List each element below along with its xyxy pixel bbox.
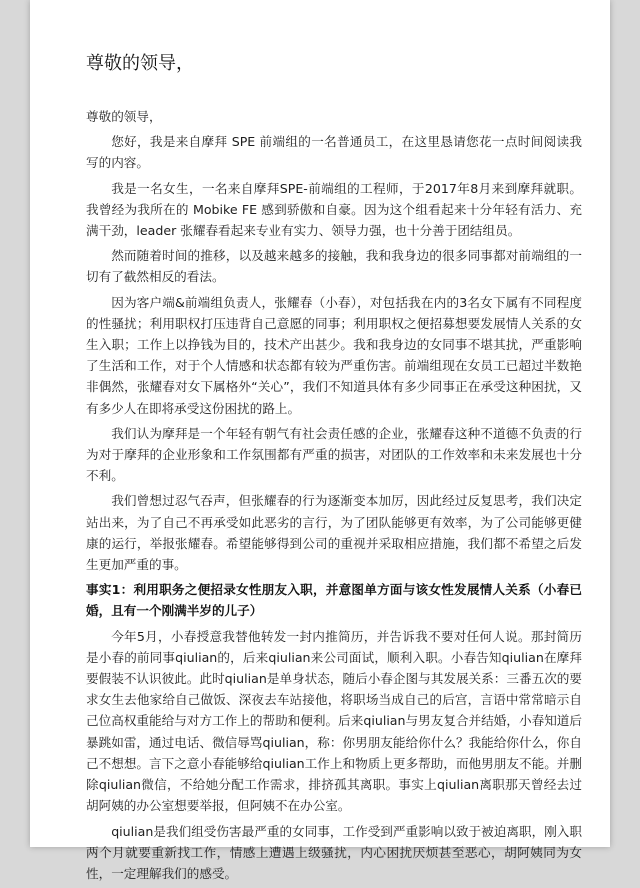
document-body	[86, 106, 582, 888]
paragraph: 然而随着时间的推移，以及越来越多的接触，我和我身边的很多同事都对前端组的一切有了截然相反的看法。	[86, 248, 582, 285]
paragraph: qiulian是我们组受伤害最严重的女同事，工作受到严重影响以致于被迫离职，刚入职两个月就要重新找工作，情感上遭遇上级骚扰，内心困扰厌烦甚至恶心，胡阿姨同为女性，一定理解我们的感受。	[86, 823, 582, 881]
paragraph: 我是一名女生，一名来自摩拜SPE-前端组的工程师，于2017年8月来到摩拜就职。我曾经为我所在的 Mobike FE 感到骄傲和自豪。因为这个组看起来十分年轻有活力、充满干劲，leader 张耀春看起来专业有实力、领导力强，也十分善于团结组员。	[86, 180, 582, 239]
fact-1-title: 事实1：利用职务之便招录女性朋友入职，并意图单方面与该女性发展情人关系（小春已婚，且有一个刚满半岁的儿子）	[86, 582, 582, 619]
paragraph: 因为客户端&前端组负责人，张耀春（小春），对包括我在内的3名女下属有不同程度的性骚扰；利用职权打压违背自己意愿的同事；利用职权之便招募想要发展情人关系的女生入职；工作上以挣钱为目的，技术产出甚少。我和我身边的女同事不堪其扰，严重影响了生活和工作，对于个人情感和状态都有较为严重伤害。前端组现在女员工已超过半数艳非偶然，张耀春对女下属格外“关心”，我们不知道具体有多少同事正在承受这种困扰，又有多少人在即将承受这份困扰的路上。	[86, 294, 582, 416]
document-page	[30, 0, 610, 881]
paragraph: 我们认为摩拜是一个年轻有朝气有社会责任感的企业，张耀春这种不道德不负责的行为对于摩拜的企业形象和工作氛围都有严重的损害，对团队的工作效率和未来发展也十分不利。	[86, 425, 582, 484]
document-heading: 尊敬的领导，	[86, 53, 194, 74]
paragraph: 今年5月，小春授意我替他转发一封内推简历，并告诉我不要对任何人说。那封简历是小春的前同事qiulian的，后来qiulian来公司面试，顺利入职。小春告知qiulian在摩拜要假装不认识彼此。此时qiulian是单身状态，随后小春企图与其发展关系：三番五次的要求女生去他家给自己做饭、深夜去车站接他，将职场当成自己的后宫，言语中常常暗示自己位高权重能给与对方工作上的帮助和便利。后来qiulian与男友复合并结婚，小春知道后暴跳如雷，通过电话、微信辱骂qiulian，称：你男朋友能给你什么？我能给你什么，你自己不想想。言下之意小春能够给qiulian工作上和物质上更多帮助，而他男朋友不能。并删除qiulian微信，不给她分配工作需求，排挤孤其离职。事实上qiulian离职那天曾经去过胡阿姨的办公室想要举报，但阿姨不在办公室。	[86, 628, 582, 814]
paragraph: 我们曾想过忍气吞声，但张耀春的行为逐渐变本加厉，因此经过反复思考，我们决定站出来，为了自己不再承受如此恶劣的言行，为了团队能够更有效率，为了公司能够更健康的运行，举报张耀春。希望能够得到公司的重视并采取相应措施，我们都不希望之后发生更加严重的事。	[86, 493, 582, 573]
paragraph: 您好，我是来自摩拜 SPE 前端组的一名普通员工，在这里恳请您花一点时间阅读我写的内容。	[86, 134, 582, 171]
greeting-line: 尊敬的领导，	[86, 109, 162, 124]
